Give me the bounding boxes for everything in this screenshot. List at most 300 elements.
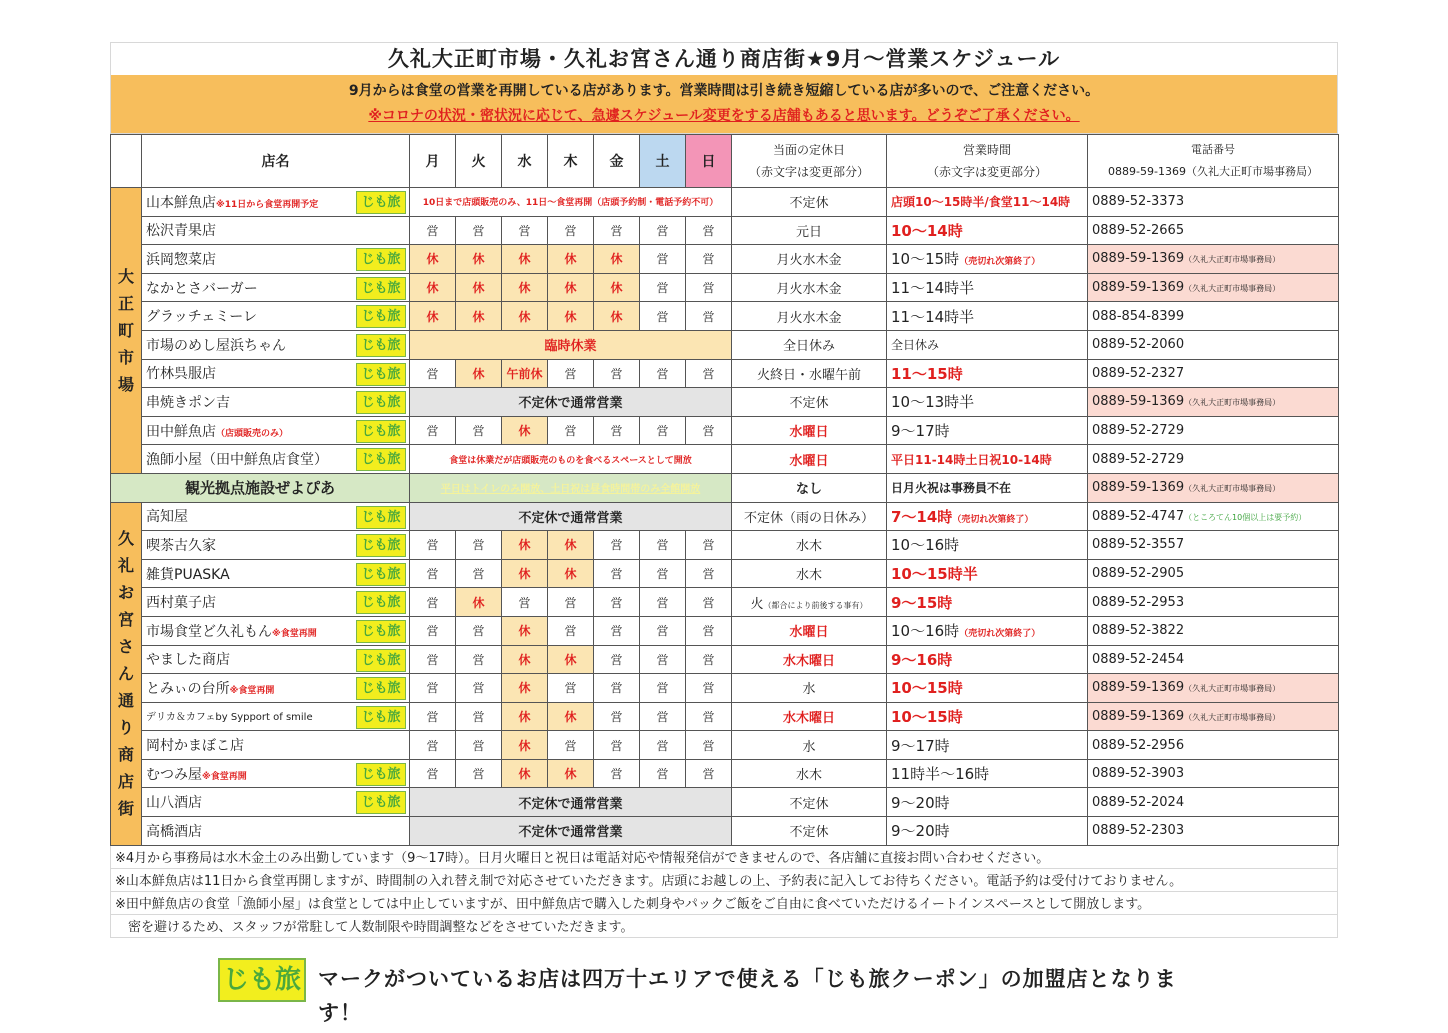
- table-row: [111, 616, 1339, 645]
- day-cell: 営: [640, 645, 686, 674]
- hours-cell: [887, 531, 1088, 560]
- day-cell: 休: [502, 731, 548, 760]
- day-cell: 営: [640, 273, 686, 302]
- day-cell: 営: [548, 416, 594, 445]
- shop-name: 市場のめし屋浜ちゃん: [146, 337, 286, 354]
- holiday-cell: [732, 330, 887, 359]
- day-cell: 営: [594, 531, 640, 560]
- holiday-text: 不定休（雨の日休み）: [743, 510, 874, 526]
- footnote-2: ※田中鮮魚店の食堂「漁師小屋」は食堂としては中止していますが、田中鮮魚店で購入した刺身やパックご飯をご自由に食べていただけるイートインスペースとして開放します。: [111, 891, 1338, 914]
- holiday-text: 水木曜日: [782, 710, 835, 726]
- header-hours: [887, 135, 1088, 188]
- phone-number: 0889-59-1369: [1092, 680, 1185, 696]
- hours-cell: [887, 330, 1088, 359]
- hours-cell: [887, 216, 1088, 245]
- day-cell: 休: [502, 273, 548, 302]
- jimotabi-mark: じも旅: [356, 277, 406, 300]
- shop-name: 高知屋: [146, 509, 188, 526]
- hours-cell: [887, 759, 1088, 788]
- header-phone-line1: 電話番号: [1191, 143, 1235, 156]
- day-cell: 営: [640, 216, 686, 245]
- day-cell: 営: [456, 559, 502, 588]
- table-row: [111, 559, 1339, 588]
- day-cell: 休: [548, 245, 594, 274]
- hours-text: 9～17時: [891, 422, 950, 441]
- phone-cell: [1088, 588, 1339, 617]
- hours-text: 10～15時半: [891, 565, 978, 584]
- jimotabi-mark: じも旅: [356, 334, 406, 357]
- table-row: [111, 674, 1339, 703]
- day-cell: 休: [502, 559, 548, 588]
- shop-name-cell: [142, 759, 410, 788]
- day-cell: 休: [456, 359, 502, 388]
- phone-cell: [1088, 188, 1339, 217]
- day-cell: 営: [640, 759, 686, 788]
- hours-text: 10～15時: [891, 679, 963, 698]
- hours-cell: [887, 502, 1088, 531]
- schedule-span: 食堂は休業だが店頭販売のものを食べるスペースとして開放: [410, 445, 732, 474]
- hours-cell: [887, 731, 1088, 760]
- shop-name-cell: [142, 445, 410, 474]
- hours-text: 9～16時: [891, 650, 953, 669]
- jimotabi-badge: じも旅: [218, 958, 306, 1002]
- hours-text: 7～14時: [891, 507, 953, 526]
- hours-cell: [887, 302, 1088, 331]
- day-cell: 営: [410, 531, 456, 560]
- header-day-1: 火: [456, 135, 502, 188]
- header-holiday-line2: （赤文字は変更部分）: [748, 165, 869, 179]
- notice-line-2: ※コロナの状況・密状況に応じて、急遽スケジュール変更をする店舗もあると思います。どうぞご了承ください。: [368, 108, 1080, 124]
- phone-cell: [1088, 473, 1339, 502]
- header-name: 店名: [142, 135, 410, 188]
- day-cell: 休: [502, 531, 548, 560]
- table-row: [111, 473, 1339, 502]
- day-cell: 休: [502, 674, 548, 703]
- schedule-span: 不定休で通常営業: [410, 817, 732, 846]
- section-char: 通: [117, 691, 134, 711]
- day-cell: 休: [548, 531, 594, 560]
- holiday-cell: [732, 702, 887, 731]
- day-cell: 休: [502, 645, 548, 674]
- shop-name: 西村菓子店: [146, 595, 216, 612]
- table-row: [111, 388, 1339, 417]
- day-cell: 休: [548, 645, 594, 674]
- section-char: 店: [117, 772, 134, 792]
- header-phone: [1088, 135, 1339, 188]
- day-cell: 営: [456, 531, 502, 560]
- section-char: 正: [117, 293, 134, 313]
- day-cell: 営: [410, 731, 456, 760]
- day-cell: 営: [686, 245, 732, 274]
- jimotabi-mark: じも旅: [356, 305, 406, 328]
- phone-number: 0889-52-2327: [1092, 365, 1185, 381]
- phone-cell: [1088, 330, 1339, 359]
- header-hours-line1: 営業時間: [962, 143, 1011, 157]
- section-char: 市: [117, 347, 134, 367]
- day-cell: 営: [686, 731, 732, 760]
- phone-number: 0889-52-3557: [1092, 537, 1185, 553]
- phone-number: 0889-52-2303: [1092, 823, 1185, 839]
- holiday-text: 火: [750, 596, 764, 612]
- facility-schedule: 平日はトイレのみ開放、土日祝は昼食時間帯のみ全館開放: [410, 473, 732, 502]
- footnote-row: [111, 914, 1338, 937]
- hours-text: 10～16時: [891, 536, 960, 555]
- footnotes: [110, 846, 1338, 938]
- phone-number: 0889-59-1369: [1092, 480, 1185, 496]
- section-char: お: [117, 583, 134, 603]
- day-cell: 営: [640, 731, 686, 760]
- hours-text: 10～15時: [891, 707, 963, 726]
- hours-text: 11～14時半: [891, 279, 975, 298]
- table-row: [111, 531, 1339, 560]
- day-cell: 休: [456, 245, 502, 274]
- holiday-cell: [732, 759, 887, 788]
- hours-sub: （売切れ次第終了）: [952, 514, 1034, 525]
- shop-name-cell: [142, 674, 410, 703]
- day-cell: 休: [502, 702, 548, 731]
- holiday-cell: [732, 359, 887, 388]
- shop-name-cell: [142, 216, 410, 245]
- hours-cell: [887, 588, 1088, 617]
- day-cell: 営: [640, 245, 686, 274]
- day-cell: 営: [594, 759, 640, 788]
- phone-number: 0889-52-3822: [1092, 623, 1185, 639]
- phone-cell: [1088, 273, 1339, 302]
- day-cell: 休: [594, 302, 640, 331]
- phone-sub: （ところてん10個以上は要予約）: [1184, 512, 1307, 522]
- header-blank: [111, 135, 142, 188]
- header-holiday-line1: 当面の定休日: [772, 143, 845, 157]
- holiday-text: 不定休: [789, 825, 829, 841]
- holiday-text: 不定休: [789, 196, 829, 212]
- phone-number: 0889-52-2953: [1092, 594, 1185, 610]
- phone-cell: [1088, 702, 1339, 731]
- day-cell: 営: [548, 674, 594, 703]
- footnote-0: ※4月から事務局は水木金土のみ出勤しています（9～17時）。日月火曜日と祝日は電話対応や情報発信ができませんので、各店舗に直接お問い合わせください。: [111, 846, 1338, 869]
- header-day-0: 月: [410, 135, 456, 188]
- phone-number: 0889-52-2905: [1092, 566, 1185, 582]
- shop-name: とみぃの台所: [146, 680, 230, 697]
- table-row: [111, 302, 1339, 331]
- phone-number: 0889-59-1369: [1092, 280, 1185, 296]
- table-row: [111, 502, 1339, 531]
- shop-name: なかとさバーガー: [146, 280, 258, 297]
- phone-sub: （久礼大正町市場事務局）: [1184, 684, 1281, 694]
- day-cell: 営: [640, 302, 686, 331]
- holiday-text: 水曜日: [789, 625, 829, 641]
- holiday-text: 月火水木金: [776, 310, 842, 326]
- day-cell: 営: [502, 588, 548, 617]
- holiday-text: 水木: [795, 539, 822, 555]
- phone-number: 0889-52-2729: [1092, 451, 1185, 467]
- shop-name: 竹林呉服店: [146, 366, 216, 383]
- phone-number: 0889-52-2060: [1092, 337, 1185, 353]
- table-row: [111, 788, 1339, 817]
- holiday-cell: [732, 731, 887, 760]
- holiday-cell: [732, 273, 887, 302]
- day-cell: 営: [640, 588, 686, 617]
- day-cell: 営: [410, 416, 456, 445]
- holiday-text: 月火水木金: [776, 282, 842, 298]
- holiday-cell: [732, 616, 887, 645]
- day-cell: 営: [594, 731, 640, 760]
- section-char: り: [117, 718, 134, 738]
- day-cell: 営: [640, 702, 686, 731]
- shop-name-cell: [142, 731, 410, 760]
- day-cell: 営: [410, 359, 456, 388]
- shop-name-cell: [142, 531, 410, 560]
- holiday-cell: [732, 645, 887, 674]
- holiday-cell: [732, 588, 887, 617]
- shop-note: ※食堂再開: [229, 685, 275, 696]
- shop-name-cell: [142, 245, 410, 274]
- hours-cell: [887, 616, 1088, 645]
- footnote-1: ※山本鮮魚店は11日から食堂再開しますが、時間制の入れ替え制で対応させていただきます。店頭にお越しの上、予約表に記入してお待ちください。電話予約は受付けておりません。: [111, 868, 1338, 891]
- shop-name-cell: [142, 273, 410, 302]
- phone-number: 0889-52-2024: [1092, 794, 1185, 810]
- footnote-row: [111, 846, 1338, 869]
- holiday-cell: [732, 416, 887, 445]
- phone-number: 0889-52-3903: [1092, 766, 1185, 782]
- holiday-cell: [732, 245, 887, 274]
- day-cell: 営: [456, 216, 502, 245]
- holiday-text: 不定休: [789, 396, 829, 412]
- day-cell: 営: [456, 731, 502, 760]
- phone-cell: [1088, 302, 1339, 331]
- day-cell: 営: [410, 645, 456, 674]
- shop-name: 山八酒店: [146, 795, 202, 812]
- hours-cell: [887, 273, 1088, 302]
- shop-name-cell: [142, 416, 410, 445]
- day-cell: 休: [502, 245, 548, 274]
- shop-note: ※食堂再開: [202, 771, 247, 782]
- table-row: [111, 330, 1339, 359]
- section-char: 大: [117, 266, 134, 286]
- shop-name: やました商店: [146, 652, 230, 669]
- phone-number: 088-854-8399: [1092, 308, 1185, 324]
- shop-name: 漁師小屋（田中鮮魚店食堂）: [146, 452, 328, 469]
- header-day-2: 水: [502, 135, 548, 188]
- jimotabi-mark: じも旅: [356, 791, 406, 814]
- phone-cell: [1088, 559, 1339, 588]
- schedule-span: 10日まで店頭販売のみ、11日～食堂再開（店頭予約制・電話予約不可）: [410, 188, 732, 217]
- day-cell: 営: [686, 359, 732, 388]
- notice-banner: [110, 75, 1338, 134]
- hours-text: 店頭10～15時半/食堂11～14時: [891, 195, 1071, 210]
- phone-cell: [1088, 788, 1339, 817]
- day-cell: 営: [686, 416, 732, 445]
- hours-text: 10～16時: [891, 622, 960, 641]
- hours-sub: （売切れ次第終了）: [959, 629, 1041, 640]
- day-cell: 休: [502, 759, 548, 788]
- page-title: 久礼大正町市場・久礼お宮さん通り商店街★9月～営業スケジュール: [110, 42, 1338, 75]
- hours-text: 11～14時半: [891, 307, 975, 326]
- holiday-text: 不定休: [789, 796, 829, 812]
- section-char: 商: [117, 745, 134, 765]
- table-row: [111, 216, 1339, 245]
- hours-cell: [887, 645, 1088, 674]
- day-cell: 休: [456, 588, 502, 617]
- header-day-6: 日: [686, 135, 732, 188]
- hours-text: 10～15時: [891, 250, 960, 269]
- table-row: [111, 273, 1339, 302]
- holiday-text: 水木: [795, 768, 822, 784]
- phone-sub: （久礼大正町市場事務局）: [1184, 398, 1281, 408]
- shop-name-cell: [142, 588, 410, 617]
- jimotabi-mark: じも旅: [356, 649, 406, 672]
- phone-cell: [1088, 817, 1339, 846]
- day-cell: 営: [548, 616, 594, 645]
- phone-number: 0889-52-4747: [1092, 508, 1185, 524]
- day-cell: 営: [594, 559, 640, 588]
- day-cell: 休: [502, 616, 548, 645]
- section-char: 久: [117, 529, 134, 549]
- day-cell: 営: [686, 559, 732, 588]
- day-cell: 営: [548, 216, 594, 245]
- holiday-cell: [732, 788, 887, 817]
- section-char: 街: [117, 799, 134, 819]
- shop-name: 喫茶古久家: [146, 537, 216, 554]
- header-day-3: 木: [548, 135, 594, 188]
- day-cell: 営: [686, 645, 732, 674]
- day-cell: 休: [548, 302, 594, 331]
- day-cell: 午前休: [502, 359, 548, 388]
- holiday-cell: [732, 559, 887, 588]
- table-row: [111, 416, 1339, 445]
- shop-name: 田中鮮魚店: [146, 423, 216, 440]
- shop-name: 串焼きポン吉: [146, 394, 230, 411]
- holiday-text: 火終日・水曜午前: [756, 367, 861, 383]
- day-cell: 営: [410, 674, 456, 703]
- jimotabi-mark: じも旅: [356, 248, 406, 271]
- day-cell: 営: [548, 359, 594, 388]
- table-row: [111, 445, 1339, 474]
- day-cell: 営: [594, 702, 640, 731]
- day-cell: 営: [686, 616, 732, 645]
- notice-line-1: 9月からは食堂の営業を再開している店があります。営業時間は引き続き短縮している店が多いので、ご注意ください。: [348, 83, 1100, 99]
- holiday-text: 水: [802, 739, 816, 755]
- header-day-5: 土: [640, 135, 686, 188]
- schedule-span: 不定休で通常営業: [410, 502, 732, 531]
- holiday-cell: [732, 502, 887, 531]
- phone-number: 0889-59-1369: [1092, 251, 1185, 267]
- phone-sub: （久礼大正町市場事務局）: [1184, 484, 1281, 494]
- phone-cell: [1088, 674, 1339, 703]
- shop-name-cell: [142, 817, 410, 846]
- day-cell: 休: [502, 416, 548, 445]
- day-cell: 営: [686, 531, 732, 560]
- day-cell: 営: [640, 359, 686, 388]
- phone-number: 0889-52-2454: [1092, 651, 1185, 667]
- day-cell: 休: [548, 273, 594, 302]
- hours-cell: [887, 388, 1088, 417]
- shop-note: ※食堂再開: [272, 628, 317, 639]
- phone-number: 0889-52-2956: [1092, 737, 1185, 753]
- shop-note: （店頭販売のみ）: [216, 428, 289, 439]
- day-cell: 営: [410, 616, 456, 645]
- shop-name: 浜岡惣菜店: [146, 251, 216, 268]
- day-cell: 休: [594, 245, 640, 274]
- phone-sub: （久礼大正町市場事務局）: [1184, 284, 1281, 294]
- day-cell: 営: [686, 216, 732, 245]
- phone-number: 0889-52-2665: [1092, 222, 1185, 238]
- shop-name-cell: [142, 359, 410, 388]
- hours-cell: [887, 559, 1088, 588]
- table-header-row: [111, 135, 1339, 188]
- holiday-cell: [732, 388, 887, 417]
- holiday-text: 水曜日: [789, 453, 829, 469]
- day-cell: 休: [548, 559, 594, 588]
- day-cell: 営: [594, 416, 640, 445]
- phone-cell: [1088, 502, 1339, 531]
- phone-cell: [1088, 388, 1339, 417]
- holiday-cell: [732, 188, 887, 217]
- day-cell: 営: [548, 588, 594, 617]
- phone-cell: [1088, 245, 1339, 274]
- table-row: [111, 645, 1339, 674]
- shop-name-cell: [142, 645, 410, 674]
- phone-cell: [1088, 759, 1339, 788]
- day-cell: 営: [456, 759, 502, 788]
- phone-number: 0889-59-1369: [1092, 394, 1185, 410]
- day-cell: 営: [410, 588, 456, 617]
- day-cell: 営: [456, 616, 502, 645]
- hours-cell: [887, 788, 1088, 817]
- hours-text: 11時半～16時: [891, 765, 990, 784]
- day-cell: 休: [410, 273, 456, 302]
- shop-name: 市場食堂ど久礼もん: [146, 623, 272, 640]
- day-cell: 営: [410, 216, 456, 245]
- shop-name: 雑貨PUASKA: [146, 566, 230, 583]
- hours-text: 11～15時: [891, 364, 963, 383]
- day-cell: 営: [594, 216, 640, 245]
- day-cell: 営: [686, 759, 732, 788]
- header-phone-line2: 0889-59-1369（久礼大正町市場事務局）: [1108, 165, 1318, 178]
- holiday-cell: [732, 817, 887, 846]
- holiday-cell: [732, 531, 887, 560]
- section-char: 場: [117, 374, 134, 394]
- schedule-span: 不定休で通常営業: [410, 788, 732, 817]
- hours-text: 10～13時半: [891, 393, 975, 412]
- section-label-omiya: [111, 502, 142, 845]
- table-row: [111, 731, 1339, 760]
- hours-text: 全日休み: [891, 338, 940, 353]
- day-cell: 休: [456, 273, 502, 302]
- section-char: 町: [117, 320, 134, 340]
- phone-number: 0889-52-3373: [1092, 194, 1185, 210]
- schedule-span: 臨時休業: [410, 330, 732, 359]
- hours-cell: [887, 416, 1088, 445]
- holiday-sub: （都合により前後する事有）: [763, 600, 868, 610]
- table-row: [111, 188, 1339, 217]
- jimotabi-mark: じも旅: [356, 706, 406, 729]
- hours-sub: （売切れ次第終了）: [959, 257, 1041, 268]
- day-cell: 営: [686, 302, 732, 331]
- shop-name-cell: [142, 330, 410, 359]
- day-cell: 休: [410, 302, 456, 331]
- shop-name-cell: [142, 188, 410, 217]
- hours-cell: [887, 359, 1088, 388]
- table-row: [111, 359, 1339, 388]
- section-char: 礼: [117, 556, 134, 576]
- hours-text: 9～20時: [891, 793, 950, 812]
- holiday-cell: [732, 302, 887, 331]
- shop-name-cell: [142, 559, 410, 588]
- holiday-text: 元日: [795, 224, 822, 240]
- day-cell: 営: [410, 559, 456, 588]
- shop-name: 松沢青果店: [146, 223, 216, 240]
- day-cell: 営: [686, 702, 732, 731]
